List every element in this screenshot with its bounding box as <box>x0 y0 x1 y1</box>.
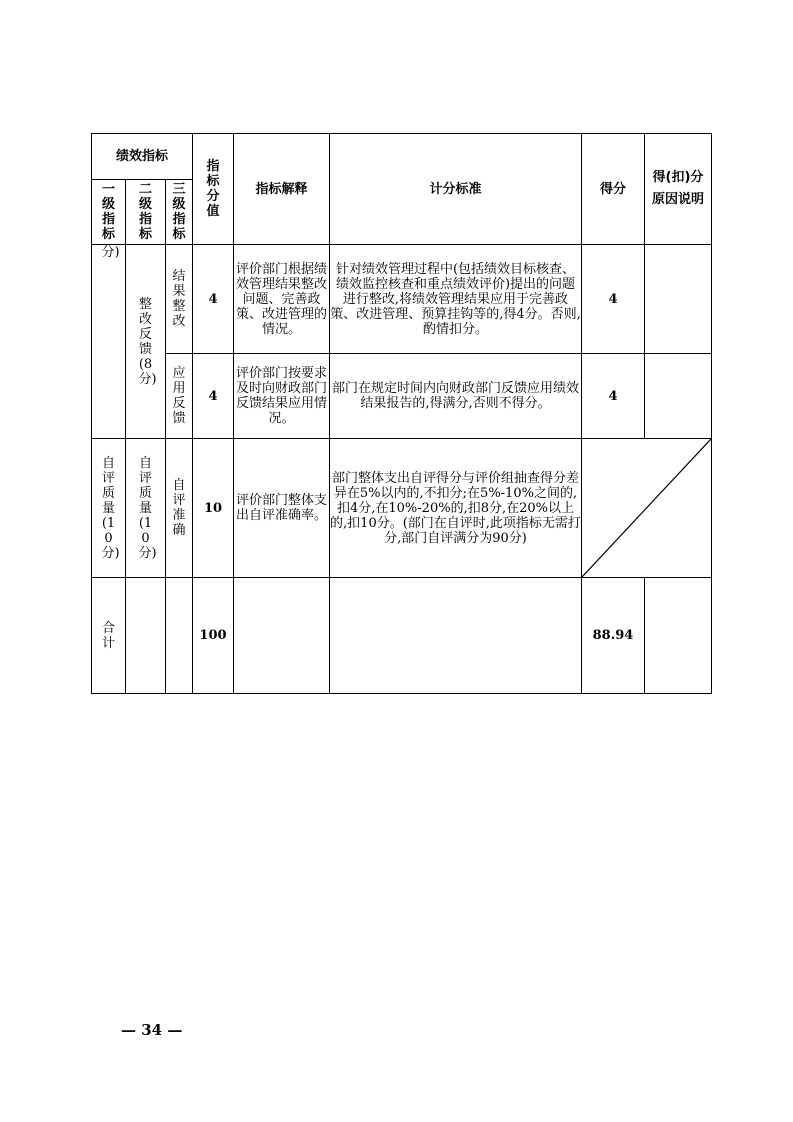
diagonal-slash-line <box>582 439 711 577</box>
header-level1-cell <box>92 180 126 245</box>
total-level2-empty <box>126 578 166 694</box>
level3-result-rectify-cell <box>166 245 193 354</box>
level1-self-eval-cell <box>92 439 126 578</box>
total-label: 合计 <box>101 620 115 651</box>
header-score-value-cell <box>193 134 234 245</box>
header-level1: 一级指标 <box>101 182 115 242</box>
level2-rectify-cell <box>126 245 166 439</box>
standard-self-eval: 部门整体支出自评得分与评价组抽查得分差异在5%以内的,不扣分;在5%-10%之间的,扣4分,在10%-20%的,扣8分,在20%以上的,扣10分。(部门在自评时,此项指标无需打分,部门自评满分为90分) <box>330 439 582 578</box>
standard-result-rectify: 针对绩效管理过程中(包括绩效目标核查、绩效监控核查和重点绩效评价)提出的问题进行整改,将绩效管理结果应用于完善政策、改进管理、预算挂钩等的,得4分。否则,酌情扣分。 <box>330 245 582 354</box>
level2-self-eval: 自评质量(10分) <box>138 455 157 561</box>
total-level3-empty <box>166 578 193 694</box>
total-score: 88.94 <box>582 578 645 694</box>
level3-apply-feedback-cell <box>166 354 193 439</box>
header-level3-cell <box>166 180 193 245</box>
value-result-rectify: 4 <box>193 245 234 354</box>
standard-apply-feedback: 部门在规定时间内向财政部门反馈应用绩效结果报告的,得满分,否则不得分。 <box>330 354 582 439</box>
level1-continued-cell <box>92 245 126 439</box>
header-level2: 二级指标 <box>138 182 152 242</box>
score-apply-feedback: 4 <box>582 354 645 439</box>
total-reason-empty <box>645 578 712 694</box>
explanation-self-eval: 评价部门整体支出自评准确率。 <box>234 439 330 578</box>
header-level2-cell <box>126 180 166 245</box>
header-score-value: 指标分值 <box>206 159 220 219</box>
total-value: 100 <box>193 578 234 694</box>
level2-rectify: 整改反馈(8分) <box>138 296 157 387</box>
level3-self-eval: 自评准确 <box>172 478 186 538</box>
total-standard-empty <box>330 578 582 694</box>
page-number: — 34 — <box>121 1021 183 1039</box>
score-result-rectify: 4 <box>582 245 645 354</box>
total-explanation-empty <box>234 578 330 694</box>
level2-self-eval-cell <box>126 439 166 578</box>
level3-self-eval-cell <box>166 439 193 578</box>
value-self-eval: 10 <box>193 439 234 578</box>
performance-evaluation-table <box>91 133 712 694</box>
level1-continued: 分) <box>101 245 120 260</box>
total-label-cell <box>92 578 126 694</box>
reason-result-rectify <box>645 245 712 354</box>
header-perf-indicator: 绩效指标 <box>92 134 193 180</box>
level1-self-eval: 自评质量(10分) <box>101 455 120 561</box>
value-apply-feedback: 4 <box>193 354 234 439</box>
diagonal-slash-cell <box>582 439 712 578</box>
header-deduction-reason: 得(扣)分原因说明 <box>645 134 712 245</box>
reason-apply-feedback <box>645 354 712 439</box>
explanation-result-rectify: 评价部门根据绩效管理结果整改问题、完善政策、改进管理的情况。 <box>234 245 330 354</box>
header-scoring-standard: 计分标准 <box>330 134 582 245</box>
header-level3: 三级指标 <box>172 182 186 242</box>
explanation-apply-feedback: 评价部门按要求及时向财政部门反馈结果应用情况。 <box>234 354 330 439</box>
header-score: 得分 <box>582 134 645 245</box>
level3-apply-feedback: 应用反馈 <box>172 366 186 426</box>
header-explanation: 指标解释 <box>234 134 330 245</box>
level3-result-rectify: 结果整改 <box>172 269 186 329</box>
